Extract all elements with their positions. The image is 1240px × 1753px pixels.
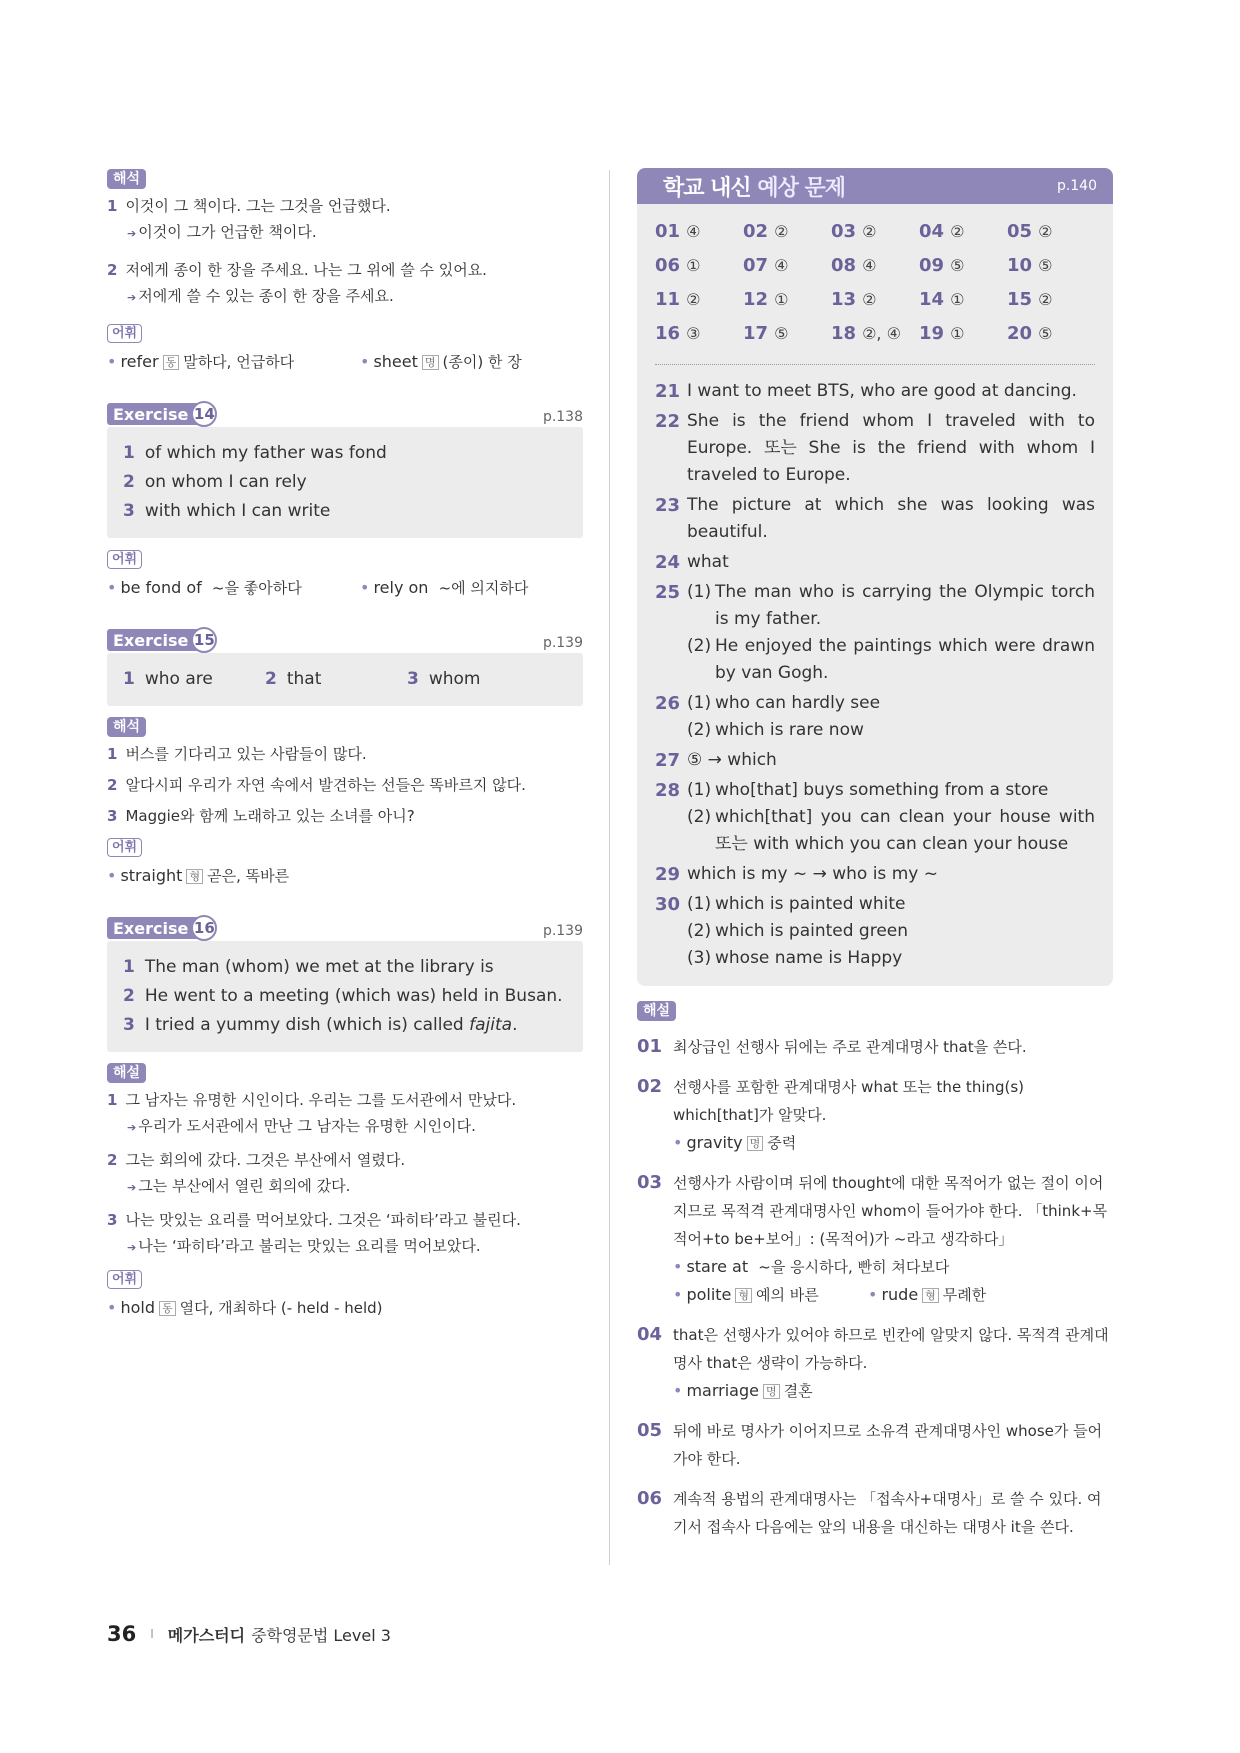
part-of-speech: 명 (747, 1136, 764, 1151)
answer-text (687, 579, 1095, 687)
answer-text: She is the friend whom I traveled with to Europe. 또는 She is the friend with whom I traveled to Europe. (687, 411, 1095, 485)
answer-cell (1007, 289, 1095, 310)
sub-text: which is painted white (715, 894, 906, 914)
answer-cell (655, 255, 743, 276)
answer-text (687, 777, 1095, 858)
answer-cell (919, 255, 1007, 276)
exercise-14-answers: 1 of which my father was fond 2 on whom I can rely 3 with which I can write (107, 427, 583, 538)
answer-cell (831, 323, 919, 344)
sub-label: (1) (687, 582, 712, 602)
arrow-icon: ➔ (127, 227, 137, 240)
explanation-text: 최상급인 선행사 뒤에는 주로 관계대명사 that을 쓴다. (673, 1038, 1027, 1056)
written-answer (655, 378, 1095, 405)
answer-value: ⑤ (950, 255, 965, 275)
explanation-text: 계속적 용법의 관계대명사는 「접속사+대명사」로 쓸 수 있다. 여기서 접속사 다음에는 앞의 내용을 대신하는 대명사 it을 쓴다. (673, 1490, 1102, 1536)
answer-text: ⑤ → which (687, 750, 777, 770)
question-number: 26 (655, 693, 681, 714)
written-answer (655, 408, 1095, 489)
part-of-speech: 명 (763, 1384, 780, 1399)
explanation-number: 02 (637, 1076, 663, 1097)
sub-text: who[that] buys something from a store (715, 780, 1049, 800)
vocab-meaning: 무례한 (942, 1286, 987, 1304)
bullet-icon: • (673, 1381, 683, 1400)
interp-item: 3 나는 맛있는 요리를 먹어보았다. 그것은 ‘파히타’라고 불린다. (107, 1211, 521, 1229)
sub-text: which is rare now (715, 720, 864, 740)
sub-answer (687, 804, 1095, 858)
sub-text: which is painted green (715, 921, 909, 941)
vocab-meaning: 결혼 (783, 1382, 813, 1400)
answer-cell (831, 221, 919, 242)
answer-value: ① (686, 255, 701, 275)
answer-value: ① (774, 289, 789, 309)
sub-label: (2) (687, 636, 712, 656)
answer-number: 06 (655, 254, 681, 276)
question-number: 22 (655, 411, 681, 432)
answer-number: 08 (831, 254, 857, 276)
dotted-divider (655, 364, 1095, 365)
explanation-text: 선행사가 사람이며 뒤에 thought에 대한 목적어가 없는 절이 이어지므로 목적격 관계대명사인 whom이 들어가야 한다. 「think+목적어+to be+보어」: (목적어)가 ~라고 생각하다」 (673, 1174, 1108, 1248)
interp-arrow: ➔ 이것이 그가 언급한 책이다. (127, 223, 317, 241)
vocab-tag: 어휘 (107, 324, 142, 343)
interp-arrow: ➔ 그는 부산에서 열린 회의에 갔다. (127, 1177, 351, 1195)
vocab-word: polite (686, 1285, 732, 1304)
interpretation-tag: 해석 (107, 717, 146, 737)
explanation-text: that은 선행사가 있어야 하므로 빈칸에 알맞지 않다. 목적격 관계대명사 that은 생략이 가능하다. (673, 1326, 1109, 1372)
sub-label: (2) (687, 921, 712, 941)
answer-number: 02 (743, 220, 769, 242)
sub-answer (687, 579, 1095, 633)
page-footer (107, 1622, 391, 1646)
sub-text: who can hardly see (715, 693, 881, 713)
answer-number: 13 (831, 288, 857, 310)
exercise-15-answers: 1 who are 2 that 3 whom (107, 653, 583, 706)
answer-value: ②, ④ (862, 323, 901, 343)
answer-number: 12 (743, 288, 769, 310)
explanation-item (637, 1033, 1113, 1061)
question-number: 30 (655, 894, 681, 915)
vocab-row: • be fond of ~을 좋아하다 • rely on ~에 의지하다 (107, 578, 529, 597)
answer-value: ② (1038, 221, 1053, 241)
left-column (107, 168, 583, 1319)
page-ref: p.139 (542, 923, 583, 939)
answer-value: ② (774, 221, 789, 241)
vocab-row (673, 1129, 1113, 1157)
explanation-item (637, 1485, 1113, 1541)
answer-cell (743, 221, 831, 242)
question-number: 24 (655, 552, 681, 573)
exercise-14-header (107, 403, 583, 425)
book-title: 중학영문법 Level 3 (251, 1625, 391, 1645)
vocab-row: • hold 동 열다, 개최하다 (- held - held) (107, 1298, 383, 1317)
vocab-meaning: ~을 응시하다, 빤히 쳐다보다 (758, 1258, 950, 1276)
vocab-word: marriage (686, 1381, 759, 1400)
arrow-icon: ➔ (127, 291, 137, 304)
explanation-item (637, 1073, 1113, 1157)
answer-value: ③ (686, 323, 701, 343)
answer-number: 19 (919, 322, 945, 344)
bullet-icon: • (360, 352, 370, 371)
answer-number: 20 (1007, 322, 1033, 344)
answer-cell (743, 255, 831, 276)
answer-number: 05 (1007, 220, 1033, 242)
interp-arrow: ➔ 우리가 도서관에서 만난 그 남자는 유명한 시인이다. (127, 1117, 476, 1135)
interpretation-section (107, 168, 583, 373)
answer-value: ② (686, 289, 701, 309)
written-answer (655, 690, 1095, 744)
written-answer (655, 747, 1095, 774)
page-number: 36 (107, 1622, 137, 1646)
answer-value: ④ (686, 221, 701, 241)
answer-cell (919, 323, 1007, 344)
answer-number: 18 (831, 322, 857, 344)
answer-number: 09 (919, 254, 945, 276)
answer-value: ① (950, 289, 965, 309)
answer-cell (743, 289, 831, 310)
answer-cell (831, 255, 919, 276)
vocab-row: • refer 동 말하다, 언급하다 • sheet 명 (종이) 한 장 (107, 352, 522, 371)
vocab-meaning: 예의 바른 (756, 1286, 819, 1304)
sub-answer (687, 918, 1095, 945)
written-answers (637, 371, 1113, 986)
explanation-body (673, 1321, 1113, 1405)
answer-text: which is my ~ → who is my ~ (687, 864, 938, 884)
sub-answer (687, 717, 1095, 744)
explanation-number: 01 (637, 1036, 663, 1057)
answer-text (687, 891, 1095, 972)
arrow-icon: ➔ (127, 1181, 137, 1194)
bullet-icon: • (107, 866, 117, 885)
answer-row (655, 282, 1095, 316)
explanation-body (673, 1073, 1113, 1157)
answer-cell (1007, 221, 1095, 242)
explanation-item (637, 1169, 1113, 1309)
vocab-entry (673, 1253, 949, 1281)
explanation-number: 03 (637, 1172, 663, 1193)
answer-value: ⑤ (1038, 323, 1053, 343)
interp-arrow: ➔ 나는 ‘파히타’라고 불리는 맛있는 요리를 먹어보았다. (127, 1237, 481, 1255)
exercise-16-answers: 1 The man (whom) we met at the library is 2 He went to a meeting (which was) held in Busan. 3 I tried a yummy dish (which is) called fajita. (107, 941, 583, 1052)
answer-cell (655, 289, 743, 310)
sub-answer (687, 891, 1095, 918)
explanation-item (637, 1321, 1113, 1405)
vocab-row (673, 1377, 1113, 1405)
answer-value: ⑤ (1038, 255, 1053, 275)
answer-row (655, 316, 1095, 350)
answer-cell (1007, 255, 1095, 276)
answer-text: The picture at which she was looking was beautiful. (687, 495, 1095, 542)
part-of-speech: 형 (735, 1288, 752, 1303)
answer-value: ④ (862, 255, 877, 275)
answer-number: 15 (1007, 288, 1033, 310)
answer-cell (743, 323, 831, 344)
answer-cell (919, 221, 1007, 242)
explanation-section (637, 1000, 1113, 1541)
exercise-tag: Exercise 15 (107, 629, 209, 651)
answer-number: 10 (1007, 254, 1033, 276)
answer-grid (637, 204, 1113, 350)
answer-value: ② (950, 221, 965, 241)
answer-cell (655, 221, 743, 242)
answer-box-header (637, 168, 1113, 204)
answer-number: 03 (831, 220, 857, 242)
answer-value: ⑤ (774, 323, 789, 343)
sub-answer (687, 633, 1095, 687)
written-answer (655, 861, 1095, 888)
sub-text: which[that] you can clean your house with 또는 with which you can clean your house (715, 807, 1095, 854)
vocab-word: gravity (686, 1133, 743, 1152)
explanation-number: 06 (637, 1488, 663, 1509)
sub-label: (2) (687, 720, 712, 740)
bullet-icon: • (107, 1298, 117, 1317)
answer-value: ④ (774, 255, 789, 275)
interp-item: 2 그는 회의에 갔다. 그것은 부산에서 열렸다. (107, 1151, 406, 1169)
answer-row (655, 248, 1095, 282)
written-answer (655, 579, 1095, 687)
explanation-tag: 해설 (107, 1063, 146, 1083)
answer-number: 01 (655, 220, 681, 242)
arrow-icon: ➔ (127, 1241, 137, 1254)
written-answer (655, 549, 1095, 576)
answer-number: 14 (919, 288, 945, 310)
sub-label: (3) (687, 948, 712, 968)
answer-value: ② (862, 221, 877, 241)
footer-separator: I (150, 1627, 154, 1641)
sub-text: The man who is carrying the Olympic torch is my father. (715, 582, 1095, 629)
sub-answer (687, 777, 1095, 804)
interpretation-tag: 해석 (107, 169, 146, 189)
vocab-tag: 어휘 (107, 838, 142, 857)
answer-text: what (687, 552, 729, 572)
sub-text: He enjoyed the paintings which were drawn by van Gogh. (715, 636, 1095, 683)
answer-box (637, 168, 1113, 986)
explanation-number: 04 (637, 1324, 663, 1345)
answer-number: 07 (743, 254, 769, 276)
bullet-icon: • (107, 352, 117, 371)
bullet-icon: • (107, 578, 117, 597)
vocab-tag: 어휘 (107, 1270, 142, 1289)
answer-cell (831, 289, 919, 310)
question-number: 27 (655, 750, 681, 771)
interp-item: 1 이것이 그 책이다. 그는 그것을 언급했다. (107, 197, 391, 215)
vocab-row (673, 1281, 1113, 1309)
page-ref: p.139 (542, 635, 583, 651)
bullet-icon: • (673, 1285, 683, 1304)
question-number: 29 (655, 864, 681, 885)
explanation-number: 05 (637, 1420, 663, 1441)
vocab-entry (868, 1281, 986, 1309)
sub-label: (1) (687, 780, 712, 800)
exercise-15-header (107, 629, 583, 651)
sub-answer (687, 945, 1095, 972)
exercise-tag: Exercise 14 (107, 403, 209, 425)
brand-name: 메가스터디 (167, 1625, 246, 1645)
right-column (637, 168, 1113, 1541)
exercise-16-header (107, 917, 583, 939)
answer-cell (655, 323, 743, 344)
explanation-tag: 해설 (637, 1001, 676, 1021)
sub-answer (687, 690, 1095, 717)
explanation-body (673, 1485, 1113, 1541)
answer-cell (1007, 323, 1095, 344)
explanation-body (673, 1169, 1113, 1309)
vocab-tag: 어휘 (107, 550, 142, 569)
sub-label: (1) (687, 894, 712, 914)
bullet-icon: • (360, 578, 370, 597)
question-number: 25 (655, 582, 681, 603)
question-number: 21 (655, 381, 681, 402)
answer-row (655, 214, 1095, 248)
section-title: 학교 내신 예상 문제 (663, 175, 846, 201)
interp-item: 2 저에게 종이 한 장을 주세요. 나는 그 위에 쓸 수 있어요. (107, 261, 487, 279)
page-ref: p.140 (1056, 178, 1097, 194)
vocab-entry (673, 1281, 868, 1309)
sub-label: (1) (687, 693, 712, 713)
answer-number: 16 (655, 322, 681, 344)
bullet-icon: • (673, 1257, 683, 1276)
answer-number: 17 (743, 322, 769, 344)
explanation-text: 선행사를 포함한 관계대명사 what 또는 the thing(s) which[that]가 알맞다. (673, 1078, 1025, 1124)
bullet-icon: • (868, 1285, 878, 1304)
explanation-body (673, 1033, 1113, 1061)
answer-value: ② (862, 289, 877, 309)
interp-item: 1 그 남자는 유명한 시인이다. 우리는 그를 도서관에서 만났다. (107, 1091, 517, 1109)
written-answer (655, 891, 1095, 972)
vocab-word: stare at (686, 1257, 749, 1276)
answer-number: 11 (655, 288, 681, 310)
answer-value: ② (1038, 289, 1053, 309)
answer-value: ① (950, 323, 965, 343)
sub-label: (2) (687, 807, 712, 827)
vocab-word: rude (881, 1285, 919, 1304)
answer-number: 04 (919, 220, 945, 242)
arrow-icon: ➔ (127, 1121, 137, 1134)
written-answer (655, 492, 1095, 546)
explanation-body (673, 1417, 1113, 1473)
bullet-icon: • (673, 1133, 683, 1152)
vocab-row (673, 1253, 1113, 1281)
answer-text: I want to meet BTS, who are good at dancing. (687, 381, 1077, 401)
part-of-speech: 형 (922, 1288, 939, 1303)
vocab-row: • straight 형 곧은, 똑바른 (107, 866, 290, 885)
page-ref: p.138 (542, 409, 583, 425)
vocab-entry (673, 1129, 796, 1157)
column-divider (609, 170, 610, 1565)
answer-text (687, 690, 1095, 744)
vocab-entry (673, 1377, 813, 1405)
explanation-text: 뒤에 바로 명사가 이어지므로 소유격 관계대명사인 whose가 들어가야 한다. (673, 1422, 1103, 1468)
sub-text: whose name is Happy (715, 948, 903, 968)
vocab-meaning: 중력 (767, 1134, 797, 1152)
interp-item: 3 Maggie와 함께 노래하고 있는 소녀를 아니? (107, 807, 415, 825)
interp-item: 2 알다시피 우리가 자연 속에서 발견하는 선들은 똑바르지 않다. (107, 776, 526, 794)
interp-item: 1 버스를 기다리고 있는 사람들이 많다. (107, 745, 367, 763)
question-number: 23 (655, 495, 681, 516)
interp-arrow: ➔ 저에게 쓸 수 있는 종이 한 장을 주세요. (127, 287, 394, 305)
written-answer (655, 777, 1095, 858)
question-number: 28 (655, 780, 681, 801)
exercise-tag: Exercise 16 (107, 917, 209, 939)
explanation-item (637, 1417, 1113, 1473)
answer-cell (919, 289, 1007, 310)
